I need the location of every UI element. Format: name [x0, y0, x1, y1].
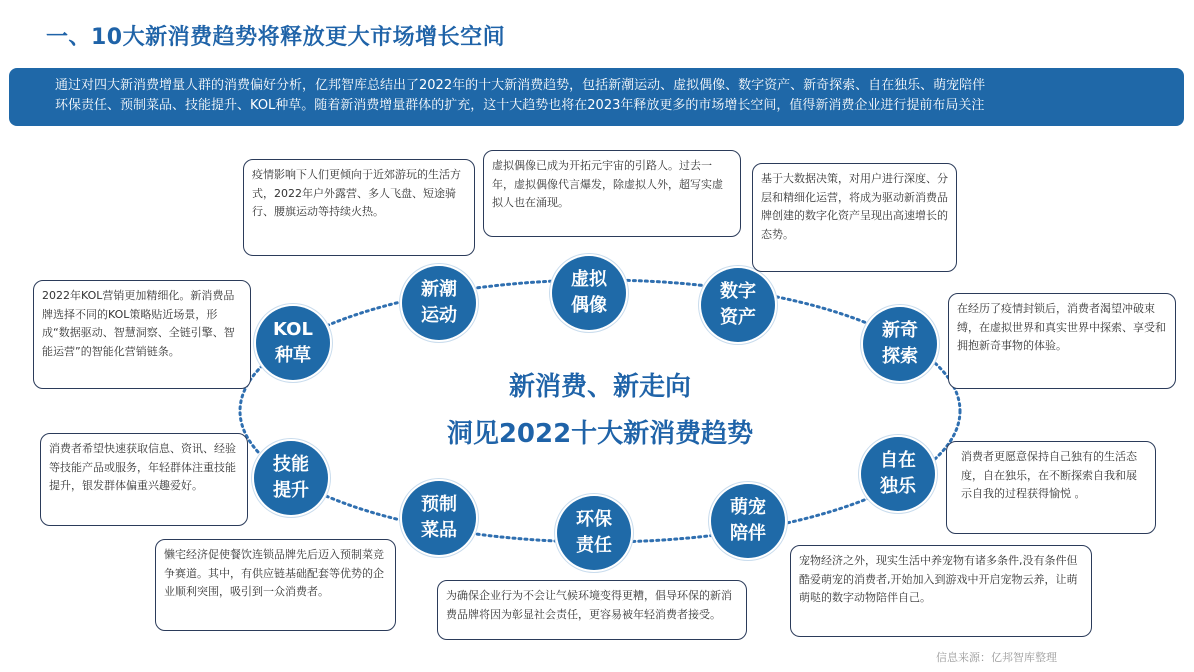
source-note: 信息来源：亿邦智库整理 — [936, 651, 1057, 664]
node-label: 责任 — [576, 535, 612, 556]
node-label: 种草 — [275, 345, 311, 366]
node-label: 环保 — [576, 509, 612, 530]
desc-box-skill: 消费者希望快速获取信息、资讯、经验等技能产品或服务，年轻群体注重技能提升，银发群体偏重兴趣爱好。 — [40, 433, 248, 526]
desc-box-kol: 2022年KOL营销更加精细化。新消费品牌选择不同的KOL策略贴近场景，形成“数据驱动、智慧洞察、全链引擎、智能运营”的智能化营销链条。 — [33, 280, 251, 389]
node-trend-prepared-food — [402, 481, 476, 555]
desc-box-novelty: 在经历了疫情封锁后，消费者渴望冲破束缚，在虚拟世界和真实世界中探索、享受和拥抱新奇事物的体验。 — [948, 293, 1176, 389]
node-trend-eco — [557, 496, 631, 570]
center-subtitle: 洞见2022十大新消费趋势 — [446, 419, 754, 449]
node-trend-novelty — [863, 307, 937, 381]
node-trend-skill — [254, 441, 328, 515]
node-label: 新潮 — [421, 279, 457, 300]
node-trend-virtual-idol — [552, 256, 626, 330]
node-trend-digital-asset — [701, 268, 775, 342]
banner-line-2: 环保责任、预制菜品、技能提升、KOL种草。随着新消费增量群体的扩充，这十大趋势也将在2023年释放更多的市场增长空间，值得新消费企业进行提前布局关注 — [55, 98, 985, 113]
node-label: 技能 — [273, 454, 309, 475]
node-label: 独乐 — [880, 476, 916, 497]
desc-box-eco: 为确保企业行为不会让气候环境变得更糟，倡导环保的新消费品牌将因为彰显社会责任，更容易被年轻消费者接受。 — [437, 580, 747, 640]
desc-box-virtual-idol: 虚拟偶像已成为开拓元宇宙的引路人。过去一年，虚拟偶像代言爆发，除虚拟人外，超写实虚拟人也在涌现。 — [483, 150, 741, 237]
center-title: 新消费、新走向 — [508, 372, 691, 402]
node-trend-sports — [402, 266, 476, 340]
desc-box-pet: 宠物经济之外，现实生活中养宠物有诸多条件,没有条件但酷爱萌宠的消费者,开始加入到游戏中开启宠物云养，让萌萌哒的数字动物陪伴自己。 — [790, 545, 1092, 637]
page-title: 一、10大新消费趋势将释放更大市场增长空间 — [46, 25, 506, 50]
node-trend-kol — [256, 306, 330, 380]
node-label: 自在 — [880, 450, 916, 471]
node-label: 萌宠 — [730, 497, 766, 518]
node-label: 预制 — [421, 494, 457, 515]
node-label: KOL — [273, 319, 313, 340]
desc-box-solo-joy: 消费者更愿意保持自己独有的生活态度，自在独乐，在不断探索自我和展示自我的过程获得愉悦 。 — [946, 441, 1156, 534]
banner-line-1: 通过对四大新消费增量人群的消费偏好分析，亿邦智库总结出了2022年的十大新消费趋势，包括新潮运动、虚拟偶像、数字资产、新奇探索、自在独乐、萌宠陪伴 — [55, 78, 986, 93]
node-label: 新奇 — [882, 320, 918, 341]
node-label: 资产 — [720, 307, 756, 328]
desc-box-digital-asset: 基于大数据决策，对用户进行深度、分层和精细化运营，将成为驱动新消费品牌创建的数字化资产呈现出高速增长的态势。 — [752, 163, 957, 272]
node-label: 菜品 — [421, 520, 457, 541]
desc-box-sports: 疫情影响下人们更倾向于近郊游玩的生活方式，2022年户外露营、多人飞盘、短途骑行、腰旗运动等持续火热。 — [243, 159, 475, 256]
node-label: 陪伴 — [730, 523, 766, 544]
node-label: 运动 — [421, 305, 457, 326]
node-label: 提升 — [273, 480, 309, 501]
node-trend-solo-joy — [861, 437, 935, 511]
node-label: 虚拟 — [571, 269, 607, 290]
node-label: 探索 — [882, 346, 918, 367]
node-label: 偶像 — [571, 295, 607, 316]
node-trend-pet — [711, 484, 785, 558]
desc-box-prepared-food: 懒宅经济促使餐饮连锁品牌先后迈入预制菜竞争赛道。其中，有供应链基础配套等优势的企业顺利突围，吸引到一众消费者。 — [155, 539, 396, 631]
node-label: 数字 — [720, 281, 756, 302]
